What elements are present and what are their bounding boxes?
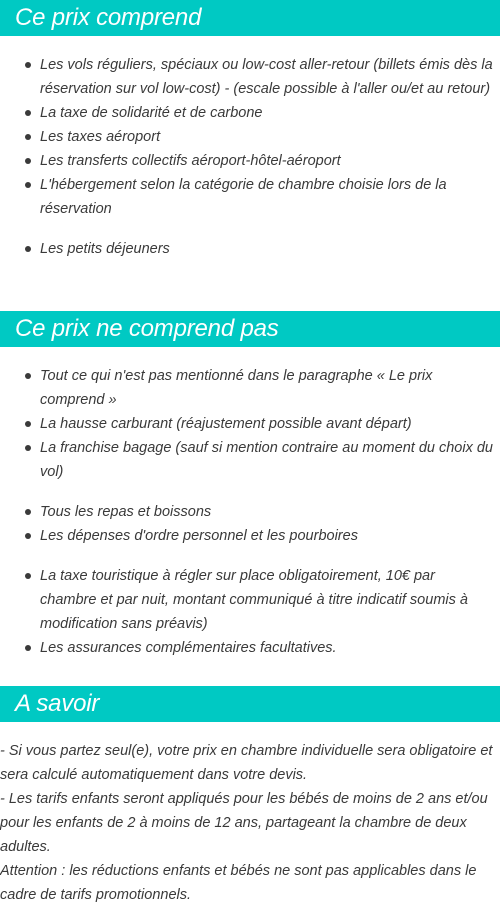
bullet-icon — [25, 246, 31, 252]
list-item: Les transferts collectifs aéroport-hôtel-aéroport — [0, 149, 500, 173]
info-paragraph: Attention : les réductions enfants et bébés ne sont pas applicables dans le cadre de tarifs promotionnels. — [0, 863, 477, 903]
list-item: La hausse carburant (réajustement possible avant départ) — [0, 412, 500, 436]
bullet-icon — [25, 445, 31, 451]
list-item: Les taxes aéroport — [0, 125, 500, 149]
list-item: Les dépenses d'ordre personnel et les pourboires — [0, 524, 500, 548]
info-text — [0, 739, 500, 907]
section-title-info: A savoir — [0, 686, 500, 722]
bullet-icon — [25, 62, 31, 68]
list-item: Les vols réguliers, spéciaux ou low-cost aller-retour (billets émis dès la réservation sur vol low-cost) - (escale possible à l'aller ou/et au retour) — [0, 53, 500, 101]
includes-list — [0, 53, 500, 261]
bullet-icon — [25, 509, 31, 515]
excludes-list — [0, 364, 500, 660]
bullet-icon — [25, 645, 31, 651]
list-item: Les assurances complémentaires facultatives. — [0, 636, 500, 660]
section-title-includes: Ce prix comprend — [0, 0, 500, 36]
info-paragraph: - Les tarifs enfants seront appliqués pour les bébés de moins de 2 ans et/ou pour les enfants de 2 à moins de 12 ans, partageant la chambre de deux adultes. — [0, 791, 488, 855]
bullet-icon — [25, 110, 31, 116]
info-paragraph: - Si vous partez seul(e), votre prix en chambre individuelle sera obligatoire et sera calculé automatiquement dans votre devis. — [0, 743, 493, 783]
bullet-icon — [25, 533, 31, 539]
bullet-icon — [25, 182, 31, 188]
list-item: La taxe touristique à régler sur place obligatoirement, 10€ par chambre et par nuit, montant communiqué à titre indicatif soumis à modification sans préavis) — [0, 564, 500, 636]
list-item: L'hébergement selon la catégorie de chambre choisie lors de la réservation — [0, 173, 500, 221]
list-item: La franchise bagage (sauf si mention contraire au moment du choix du vol) — [0, 436, 500, 484]
bullet-icon — [25, 134, 31, 140]
list-item: Tous les repas et boissons — [0, 500, 500, 524]
list-item: Tout ce qui n'est pas mentionné dans le paragraphe « Le prix comprend » — [0, 364, 500, 412]
bullet-icon — [25, 373, 31, 379]
list-item: La taxe de solidarité et de carbone — [0, 101, 500, 125]
list-item: Les petits déjeuners — [0, 237, 500, 261]
bullet-icon — [25, 158, 31, 164]
section-title-excludes: Ce prix ne comprend pas — [0, 311, 500, 347]
bullet-icon — [25, 573, 31, 579]
bullet-icon — [25, 421, 31, 427]
